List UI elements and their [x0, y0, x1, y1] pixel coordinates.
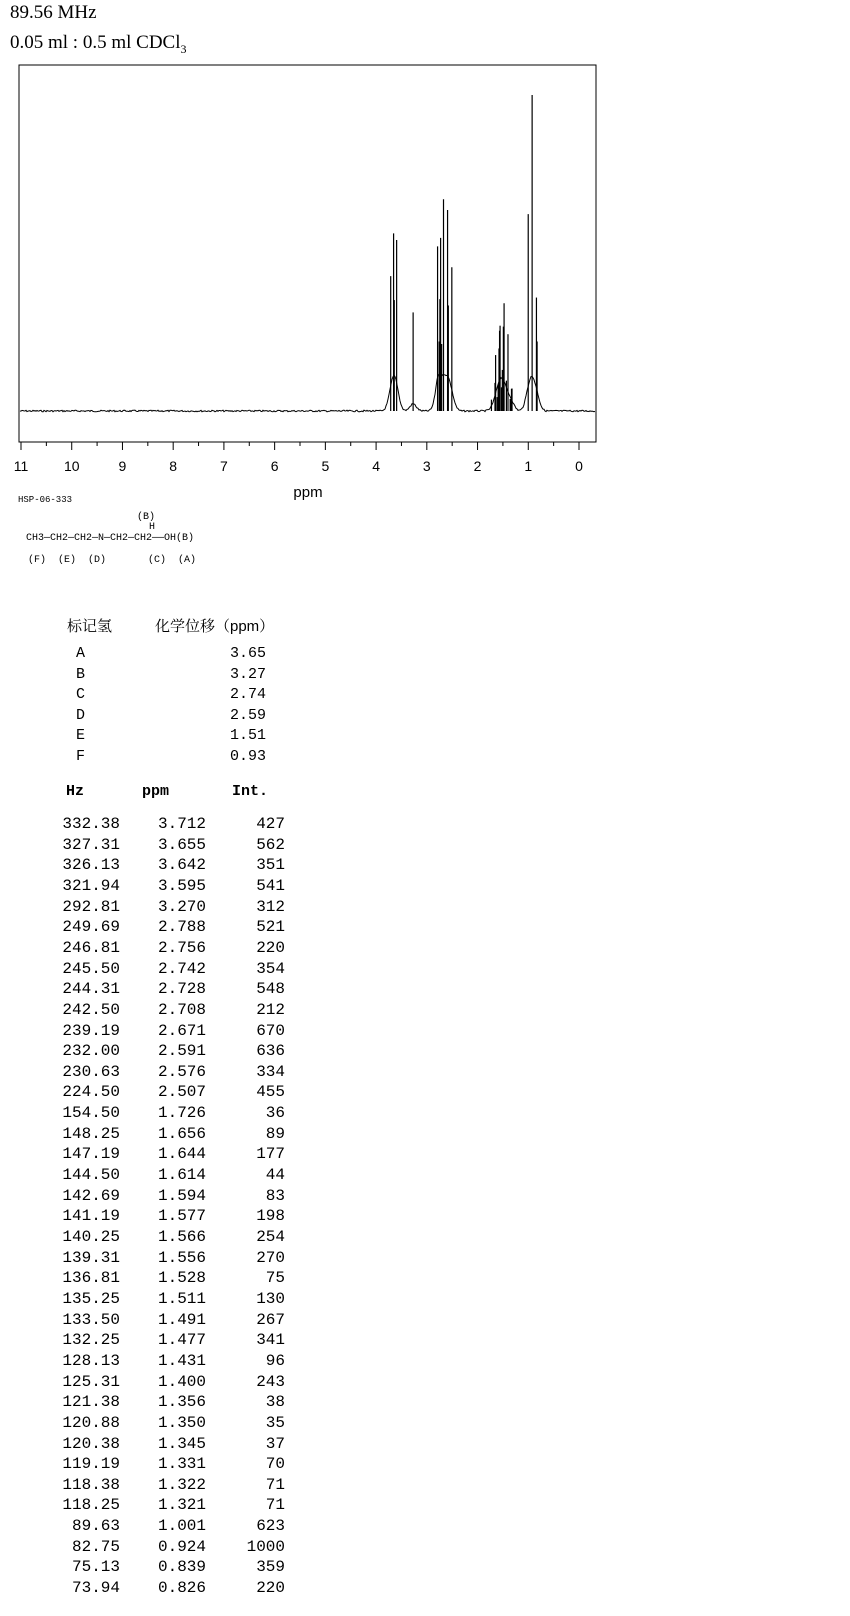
peak-hz-cell: 119.19	[62, 1455, 120, 1474]
x-tick-label: 9	[118, 458, 127, 474]
peak-ppm-cell: 1.726	[157, 1104, 206, 1123]
structure-h-atom: H	[149, 522, 156, 533]
assignment-header-label: 标记氢	[67, 618, 113, 635]
peak-hz-cell: 136.81	[62, 1269, 120, 1288]
peak-hz-cell: 142.69	[62, 1186, 120, 1205]
x-tick-label: 2	[473, 458, 482, 474]
peak-int-cell: 35	[265, 1413, 285, 1432]
assignment-header-shift: 化学位移（ppm）	[155, 618, 275, 635]
spectrum-trace	[20, 374, 595, 412]
x-tick-label: 7	[220, 458, 228, 474]
peak-header-ppm: ppm	[142, 783, 170, 800]
peak-hz-cell: 224.50	[62, 1083, 120, 1102]
peak-ppm-cell: 2.756	[157, 938, 206, 957]
peak-ppm-cell: 2.708	[157, 1000, 206, 1019]
peak-hz-cell: 249.69	[62, 918, 120, 937]
peak-int-cell: 44	[265, 1166, 285, 1185]
peak-hz-cell: 120.38	[62, 1434, 120, 1453]
peak-ppm-cell: 3.595	[157, 876, 206, 895]
peak-ppm-cell: 3.712	[157, 815, 206, 833]
peak-int-cell: 38	[265, 1393, 285, 1412]
peak-hz-cell: 245.50	[62, 959, 120, 978]
assignment-label: F	[76, 748, 86, 765]
peak-hz-cell: 139.31	[62, 1248, 120, 1267]
peak-ppm-cell: 2.728	[157, 980, 206, 999]
peak-hz-cell: 232.00	[62, 1042, 120, 1061]
peak-hz-cell: 148.25	[62, 1124, 120, 1143]
peak-hz-cell: 118.25	[62, 1496, 120, 1515]
assignment-label: D	[76, 706, 86, 724]
peak-hz-cell: 246.81	[62, 938, 120, 957]
peak-ppm-cell: 1.321	[157, 1496, 206, 1515]
peak-ppm-cell: 1.400	[157, 1372, 206, 1391]
peak-int-cell: 243	[256, 1372, 285, 1391]
peak-hz-cell: 73.94	[71, 1579, 120, 1598]
peak-int-cell: 562	[256, 835, 285, 854]
peak-ppm-cell: 2.576	[157, 1062, 206, 1081]
peak-hz-cell: 326.13	[62, 856, 120, 875]
peak-int-cell: 521	[256, 918, 285, 937]
peak-hz-cell: 125.31	[62, 1372, 120, 1391]
peak-hz-cell: 147.19	[62, 1145, 120, 1164]
peak-int-cell: 71	[265, 1496, 285, 1515]
peak-hz-cell: 141.19	[62, 1207, 120, 1226]
peak-int-cell: 220	[256, 938, 285, 957]
peak-int-cell: 254	[256, 1228, 285, 1246]
peak-int-cell: 670	[256, 1021, 285, 1040]
peak-hz-cell: 82.75	[71, 1537, 120, 1556]
peak-header-hz: Hz	[66, 783, 85, 800]
peak-hz-cell: 239.19	[62, 1021, 120, 1040]
peak-hz-cell: 128.13	[62, 1351, 120, 1370]
peak-int-cell: 623	[256, 1517, 285, 1536]
peak-int-cell: 312	[256, 897, 285, 916]
peak-hz-cell: 292.81	[62, 897, 120, 916]
peak-ppm-cell: 0.924	[157, 1537, 206, 1556]
peak-ppm-cell: 1.614	[157, 1166, 206, 1185]
peak-int-cell: 198	[256, 1207, 285, 1226]
peak-hz-cell: 89.63	[71, 1517, 120, 1536]
peak-ppm-cell: 1.491	[157, 1310, 206, 1329]
x-tick-label: 4	[372, 458, 380, 474]
peak-hz-cell: 75.13	[71, 1558, 120, 1577]
peak-ppm-cell: 1.477	[157, 1331, 206, 1350]
peak-hz-cell: 135.25	[62, 1289, 120, 1308]
peak-int-cell: 177	[256, 1145, 285, 1164]
peak-int-cell: 427	[256, 815, 285, 833]
peak-hz-cell: 132.25	[62, 1331, 120, 1350]
peak-ppm-cell: 1.511	[157, 1289, 206, 1308]
peak-ppm-cell: 2.591	[157, 1042, 206, 1061]
peak-ppm-cell: 1.644	[157, 1145, 206, 1164]
peak-int-cell: 36	[265, 1104, 285, 1123]
peak-hz-cell: 327.31	[62, 835, 120, 854]
peak-ppm-cell: 1.322	[157, 1475, 206, 1494]
peak-ppm-cell: 1.528	[157, 1269, 206, 1288]
peak-hz-cell: 121.38	[62, 1393, 120, 1412]
assignment-label: E	[76, 727, 86, 745]
x-tick-label: 0	[575, 458, 583, 474]
peak-hz-cell: 120.88	[62, 1413, 120, 1432]
peak-int-cell: 1000	[246, 1537, 285, 1556]
peak-int-cell: 220	[256, 1579, 285, 1598]
structure-formula: CH3—CH2—CH2—N—CH2—CH2——OH(B)	[26, 533, 195, 544]
peak-int-cell: 341	[256, 1331, 285, 1350]
peak-ppm-cell: 0.839	[157, 1558, 206, 1577]
peak-ppm-cell: 1.350	[157, 1413, 206, 1432]
peak-ppm-cell: 3.655	[157, 835, 206, 854]
sample-subscript: 3	[180, 41, 187, 56]
peak-ppm-cell: 1.345	[157, 1434, 206, 1453]
nmr-spectrum-chart	[0, 0, 850, 500]
plot-frame	[19, 65, 596, 442]
peak-int-cell: 75	[265, 1269, 285, 1288]
peak-ppm-cell: 1.656	[157, 1124, 206, 1143]
structure-labels: (F) (E) (D) (C) (A)	[28, 555, 197, 566]
peak-header-int: Int.	[232, 783, 269, 800]
peak-ppm-cell: 1.577	[157, 1207, 206, 1226]
peak-int-cell: 334	[256, 1062, 285, 1081]
peak-ppm-cell: 1.566	[157, 1228, 206, 1246]
x-tick-label: 5	[321, 458, 330, 474]
peak-hz-cell: 230.63	[62, 1062, 120, 1081]
peak-ppm-cell: 1.431	[157, 1351, 206, 1370]
peak-ppm-cell: 2.788	[157, 918, 206, 937]
x-tick-label: 1	[524, 458, 533, 474]
peak-int-cell: 359	[256, 1558, 285, 1577]
peak-hz-cell: 242.50	[62, 1000, 120, 1019]
assignment-label: A	[76, 645, 86, 662]
x-tick-label: 3	[422, 458, 431, 474]
peak-int-cell: 548	[256, 980, 285, 999]
peak-hz-cell: 321.94	[62, 876, 120, 895]
peak-int-cell: 96	[265, 1351, 285, 1370]
peak-int-cell: 267	[256, 1310, 285, 1329]
sample-text: 0.05 ml : 0.5 ml CDCl	[10, 32, 181, 53]
peak-hz-cell: 133.50	[62, 1310, 120, 1329]
peak-ppm-cell: 1.001	[157, 1517, 206, 1536]
peak-ppm-cell: 2.671	[157, 1021, 206, 1040]
peak-ppm-cell: 1.556	[157, 1248, 206, 1267]
assignment-shift: 0.93	[230, 748, 267, 765]
peak-int-cell: 636	[256, 1042, 285, 1061]
x-tick-label: 10	[63, 458, 80, 474]
peak-int-cell: 71	[265, 1475, 285, 1494]
assignment-shift: 2.74	[230, 686, 267, 704]
peak-ppm-cell: 1.594	[157, 1186, 206, 1205]
peak-int-cell: 83	[265, 1186, 285, 1205]
peak-hz-cell: 154.50	[62, 1104, 120, 1123]
peak-ppm-cell: 0.826	[157, 1579, 206, 1598]
peak-int-cell: 270	[256, 1248, 285, 1267]
peak-hz-cell: 118.38	[62, 1475, 120, 1494]
x-axis-label: ppm	[293, 484, 323, 500]
peak-hz-cell: 332.38	[62, 815, 120, 833]
peak-int-cell: 130	[256, 1289, 285, 1308]
spectrum-code: HSP-06-333	[18, 495, 73, 505]
peak-hz-cell: 144.50	[62, 1166, 120, 1185]
structure-nh-label: (B)	[137, 512, 156, 523]
peak-int-cell: 89	[265, 1124, 285, 1143]
peak-ppm-cell: 2.507	[157, 1083, 206, 1102]
peak-ppm-cell: 2.742	[157, 959, 206, 978]
assignment-shift: 1.51	[230, 727, 267, 745]
assignment-shift: 3.65	[230, 645, 267, 662]
peak-hz-cell: 244.31	[62, 980, 120, 999]
peak-hz-cell: 140.25	[62, 1228, 120, 1246]
peak-int-cell: 354	[256, 959, 285, 978]
x-tick-label: 11	[13, 458, 29, 474]
assignment-label: C	[76, 686, 86, 704]
peak-ppm-cell: 3.270	[157, 897, 206, 916]
peak-int-cell: 37	[265, 1434, 285, 1453]
x-tick-label: 8	[169, 458, 178, 474]
peak-ppm-cell: 1.356	[157, 1393, 206, 1412]
peak-int-cell: 351	[256, 856, 285, 875]
peak-int-cell: 70	[265, 1455, 285, 1474]
assignment-shift: 3.27	[230, 665, 267, 683]
peak-int-cell: 455	[256, 1083, 285, 1102]
peak-ppm-cell: 1.331	[157, 1455, 206, 1474]
assignment-shift: 2.59	[230, 706, 267, 724]
peak-int-cell: 212	[256, 1000, 285, 1019]
assignment-label: B	[76, 665, 86, 683]
spectrometer-frequency: 89.56 MHz	[10, 2, 97, 23]
peak-int-cell: 541	[256, 876, 285, 895]
x-tick-label: 6	[270, 458, 279, 474]
peak-ppm-cell: 3.642	[157, 856, 206, 875]
